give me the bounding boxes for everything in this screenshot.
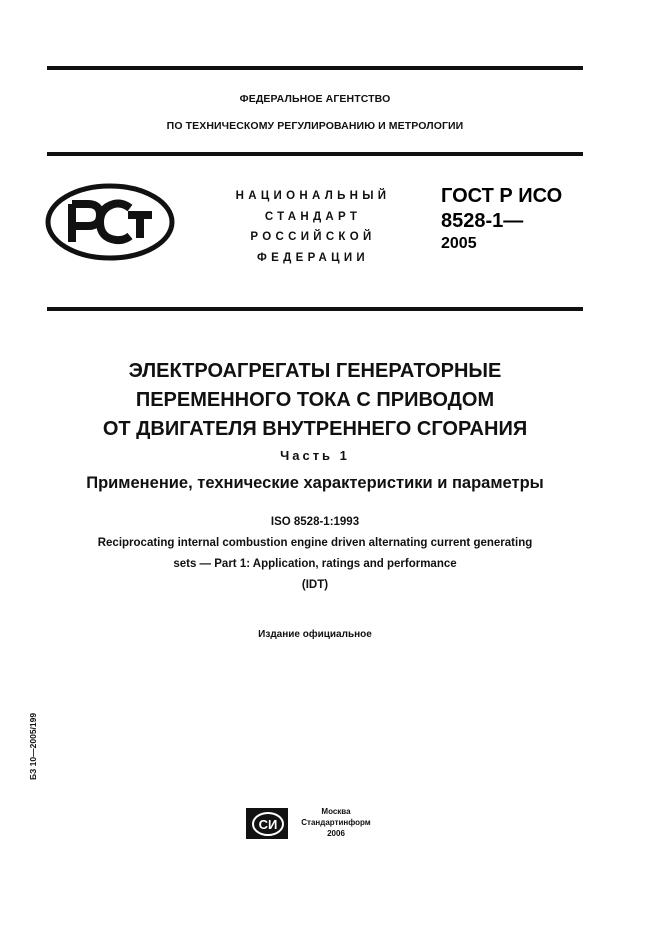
standartinform-logo-icon xyxy=(246,808,288,839)
publisher-logo-text: СИ xyxy=(258,817,278,832)
national-line-2: СТАНДАРТ xyxy=(264,210,362,223)
gost-line-3: 2005 xyxy=(441,235,477,252)
gost-line-2: 8528-1— xyxy=(441,210,524,232)
publisher-city: Москва xyxy=(321,807,351,816)
part-number: Часть 1 xyxy=(280,448,350,463)
national-line-3: РОССИЙСКОЙ xyxy=(250,231,376,243)
national-line-4: ФЕДЕРАЦИИ xyxy=(257,251,369,264)
national-standard-label xyxy=(218,186,408,268)
national-line-1: НАЦИОНАЛЬНЫЙ xyxy=(235,190,391,202)
iso-number: ISO 8528-1:1993 xyxy=(270,516,360,528)
iso-reference xyxy=(30,512,600,596)
side-note: БЗ 10—2005/199 xyxy=(28,712,38,780)
publisher-info xyxy=(290,806,382,839)
document-subtitle: Применение, технические характеристики и параметры xyxy=(86,474,544,492)
rst-certification-logo-icon xyxy=(44,182,176,262)
title-line-2: ПЕРЕМЕННОГО ТОКА С ПРИВОДОМ xyxy=(135,389,495,411)
publisher-name: Стандартинформ xyxy=(301,818,371,827)
edition-note: Издание официальное xyxy=(258,629,372,640)
gost-designation xyxy=(441,184,562,254)
iso-english-title-line-2: sets — Part 1: Application, ratings and performance xyxy=(173,558,457,570)
gost-line-1: ГОСТ Р ИСО xyxy=(441,185,563,207)
middle-rule xyxy=(47,152,583,156)
agency-line-2: ПО ТЕХНИЧЕСКОМУ РЕГУЛИРОВАНИЮ И МЕТРОЛОГИИ xyxy=(166,120,464,132)
iso-english-title-line-1: Reciprocating internal combustion engine driven alternating current generating xyxy=(97,537,533,549)
title-line-3: ОТ ДВИГАТЕЛЯ ВНУТРЕННЕГО СГОРАНИЯ xyxy=(102,418,528,440)
document-title xyxy=(30,357,600,444)
agency-line-1: ФЕДЕРАЛЬНОЕ АГЕНТСТВО xyxy=(239,93,391,105)
publisher-year: 2006 xyxy=(327,829,345,838)
title-line-1: ЭЛЕКТРОАГРЕГАТЫ ГЕНЕРАТОРНЫЕ xyxy=(128,360,502,382)
bottom-rule xyxy=(47,307,583,311)
top-rule xyxy=(47,66,583,70)
iso-idt: (IDT) xyxy=(301,579,329,591)
